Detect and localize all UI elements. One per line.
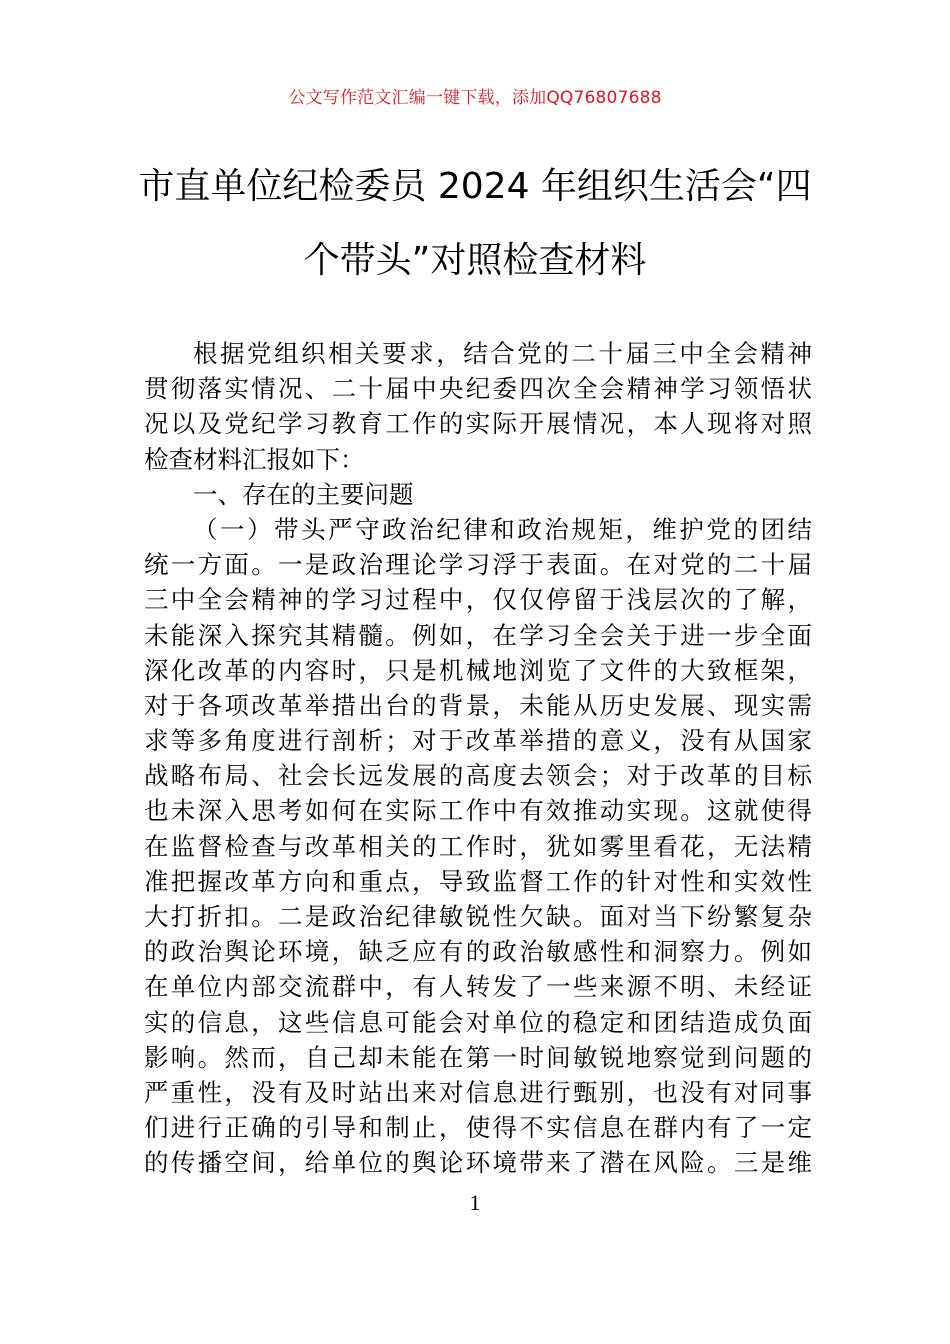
body-text-line: 的传播空间，给单位的舆论环境带来了潜在风险。三是维 [144,1148,812,1178]
body-text-line: 对于各项改革举措出台的背景，未能从历史发展、现实需 [144,690,812,720]
page-number: 1 [469,1190,481,1215]
body-text-line: （一）带头严守政治纪律和政治规矩，维护党的团结 [193,514,812,544]
body-text-line: 况以及党纪学习教育工作的实际开展情况，本人现将对照 [144,409,812,439]
body-text-line: 三中全会精神的学习过程中，仅仅停留于浅层次的了解， [144,585,812,615]
body-text-line: 的政治舆论环境，缺乏应有的政治敏感性和洞察力。例如 [144,937,812,967]
body-text-line: 准把握改革方向和重点，导致监督工作的针对性和实效性 [144,866,812,896]
body-text-line: 在监督检查与改革相关的工作时，犹如雾里看花，无法精 [144,831,812,861]
body-text-line: 统一方面。一是政治理论学习浮于表面。在对党的二十届 [144,550,812,580]
body-text-line: 根据党组织相关要求，结合党的二十届三中全会精神 [193,339,812,368]
body-text-line: 在单位内部交流群中，有人转发了一些来源不明、未经证 [144,972,812,1002]
body-text-line: 影响。然而，自己却未能在第一时间敏锐地察觉到问题的 [144,1042,812,1072]
title-line-2: 个带头”对照检查材料 [303,240,647,281]
body-text-line: 也未深入思考如何在实际工作中有效推动实现。这就使得 [144,796,812,826]
body-text-line: 实的信息，这些信息可能会对单位的稳定和团结造成负面 [144,1007,812,1037]
body-text-line: 深化改革的内容时，只是机械地浏览了文件的大致框架， [144,655,812,685]
body-text-line: 大打折扣。二是政治纪律敏锐性欠缺。面对当下纷繁复杂 [144,902,812,931]
body-text-line: 贯彻落实情况、二十届中央纪委四次全会精神学习领悟状 [144,374,812,404]
download-promo-banner: 公文写作范文汇编一键下载，添加QQ76807688 [288,88,662,108]
body-text-line: 未能深入探究其精髓。例如，在学习全会关于进一步全面 [144,620,812,650]
body-text-line: 求等多角度进行剖析；对于改革举措的意义，没有从国家 [144,726,812,756]
body-text-line: 检查材料汇报如下： [144,444,365,474]
title-line-1: 市直单位纪检委员 2024 年组织生活会“四 [138,166,812,207]
document-title [120,150,830,298]
body-text-line: 战略布局、社会长远发展的高度去领会；对于改革的目标 [144,761,812,791]
body-text-line: 严重性，没有及时站出来对信息进行甄别，也没有对同事 [144,1077,812,1107]
document-body [144,336,812,1181]
body-text-line: 们进行正确的引导和制止，使得不实信息在群内有了一定 [144,1113,812,1143]
body-text-line: 一、存在的主要问题 [193,479,414,509]
